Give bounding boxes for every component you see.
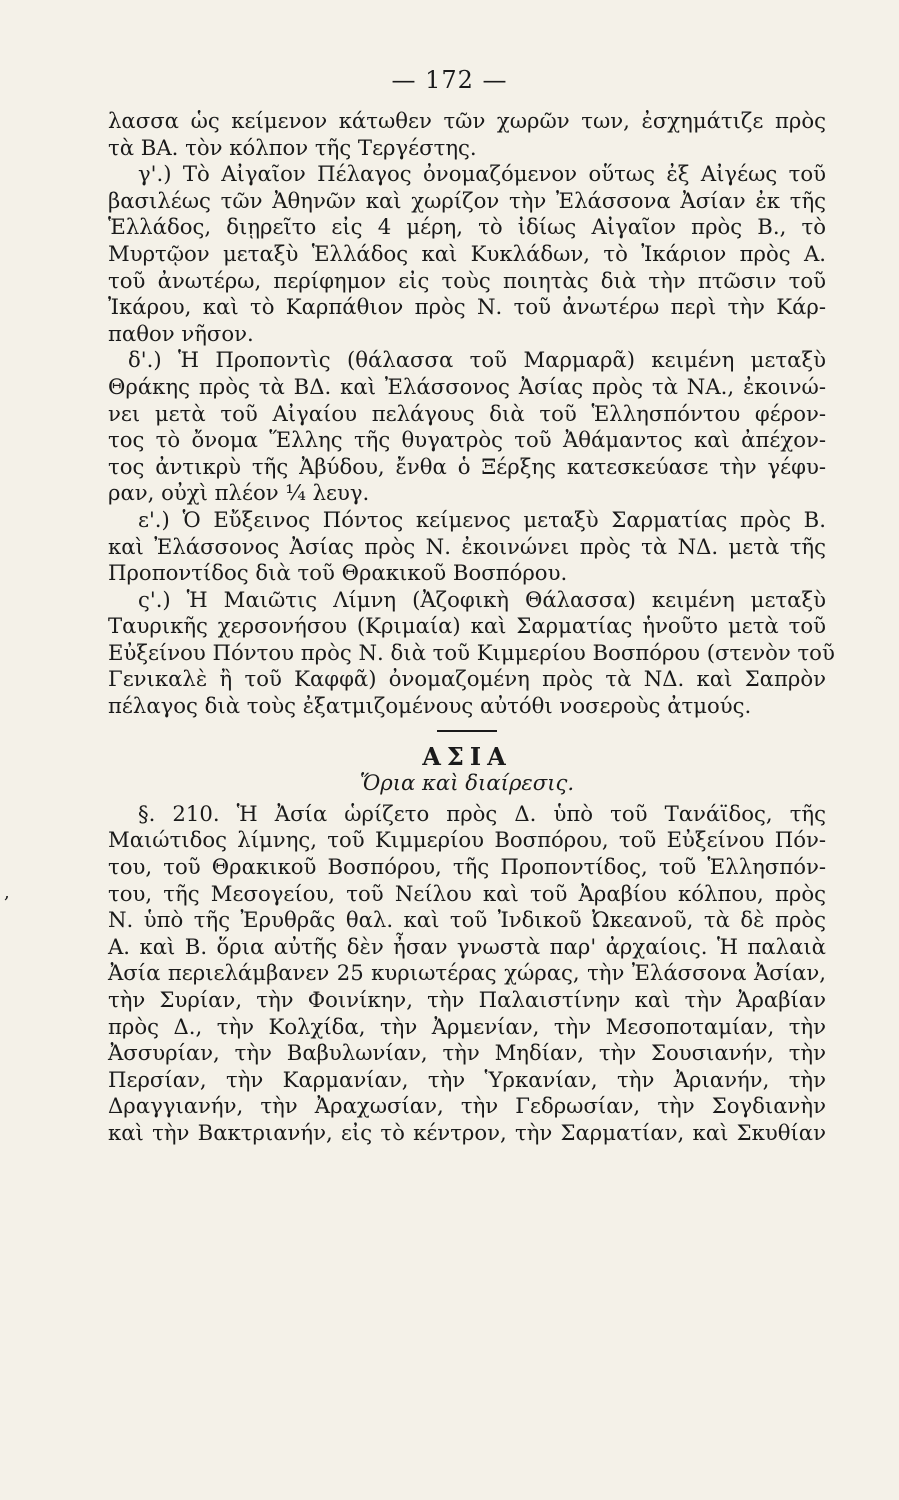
text-line: Δραγγιανήν, τὴν Ἀραχωσίαν, τὴν Γεδρωσίαν, τὴν Σογδιανὴν — [108, 1093, 826, 1119]
margin-mark: , — [4, 882, 10, 903]
text-line: δ'.) Ἡ Προποντὶς (θάλασσα τοῦ Μαρμαρᾶ) κειμένη μεταξὺ — [128, 347, 826, 373]
text-line: παθον νῆσον. — [108, 320, 254, 346]
text-line: Περσίαν, τὴν Καρμανίαν, τὴν Ὑρκανίαν, τὴν Ἀριανήν, τὴν — [108, 1066, 826, 1092]
page-number: — 172 — — [391, 66, 508, 94]
text-line: τὴν Συρίαν, τὴν Φοινίκην, τὴν Παλαιστίνην καὶ τὴν Ἀραβίαν — [108, 987, 826, 1012]
text-line: Ἰκάρου, καὶ τὸ Καρπάθιον πρὸς Ν. τοῦ ἀνωτέρω περὶ τὴν Κάρ- — [108, 294, 826, 320]
text-line: βασιλέως τῶν Ἀθηνῶν καὶ χωρίζον τὴν Ἐλάσσονα Ἀσίαν ἐκ τῆς — [108, 187, 826, 213]
text-line: νει μετὰ τοῦ Αἰγαίου πελάγους διὰ τοῦ Ἑλλησπόντου φέρον- — [108, 400, 826, 426]
text-line: καὶ τὴν Βακτριανήν, εἰς τὸ κέντρον, τὴν Σαρματίαν, καὶ Σκυθίαν — [108, 1119, 826, 1145]
text-line: του, τῆς Μεσογείου, τοῦ Νείλου καὶ τοῦ Ἀραβίου κόλπου, πρὸς — [108, 880, 826, 906]
text-line: Προποντίδος διὰ τοῦ Θρακικοῦ Βοσπόρου. — [108, 560, 568, 586]
text-line: γ'.) Τὸ Αἰγαῖον Πέλαγος ὀνομαζόμενον οὕτως ἐξ Αἰγέως τοῦ — [138, 161, 826, 187]
text-line: τος ἀντικρὺ τῆς Ἀβύδου, ἔνθα ὁ Ξέρξης κατεσκεύασε τὴν γέφυ- — [108, 453, 826, 479]
text-line: Ν. ὑπὸ τῆς Ἐρυθρᾶς θαλ. καὶ τοῦ Ἰνδικοῦ Ὠκεανοῦ, τὰ δὲ πρὸς — [108, 907, 826, 933]
text-line: Ἀσσυρίαν, τὴν Βαβυλωνίαν, τὴν Μηδίαν, τὴν Σουσιανήν, τὴν — [108, 1040, 826, 1066]
text-line: πέλαγος διὰ τοὺς ἐξατμιζομένους αὐτόθι νοσεροὺς ἀτμούς. — [108, 693, 752, 719]
section-divider — [437, 730, 497, 732]
text-line: Ἀσία περιελάμβανεν 25 κυριωτέρας χώρας, τὴν Ἐλάσσονα Ἀσίαν, — [108, 960, 826, 986]
text-line: τοῦ ἀνωτέρω, περίφημον εἰς τοὺς ποιητὰς διὰ τὴν πτῶσιν τοῦ — [108, 267, 826, 293]
text-line: λασσα ὡς κείμενον κάτωθεν τῶν χωρῶν των, ἐσχημάτιζε πρὸς — [108, 108, 826, 133]
text-line: πρὸς Δ., τὴν Κολχίδα, τὴν Ἀρμενίαν, τὴν Μεσοποταμίαν, τὴν — [108, 1013, 826, 1039]
text-line: Γενικαλὲ ἢ τοῦ Καφφᾶ) ὀνομαζομένη πρὸς τὰ ΝΔ. καὶ Σαπρὸν — [108, 666, 826, 692]
text-line: ραν, οὐχὶ πλέον ¼ λευγ. — [108, 480, 370, 506]
text-line: Ἑλλάδος, διῃρεῖτο εἰς 4 μέρη, τὸ ἰδίως Αἰγαῖον πρὸς Β., τὸ — [108, 214, 826, 240]
text-line: Μυρτῷον μεταξὺ Ἑλλάδος καὶ Κυκλάδων, τὸ Ἰκάριον πρὸς Α. — [108, 240, 826, 266]
text-line: Θράκης πρὸς τὰ ΒΔ. καὶ Ἐλάσσονος Ἀσίας πρὸς τὰ ΝΑ., ἐκοινώ- — [108, 373, 826, 399]
text-line: §. 210. Ἡ Ἀσία ὡρίζετο πρὸς Δ. ὑπὸ τοῦ Τανάϊδος, τῆς — [138, 800, 826, 826]
text-line: του, τοῦ Θρακικοῦ Βοσπόρου, τῆς Προποντίδος, τοῦ Ἑλλησπόν- — [108, 854, 826, 880]
text-line: ε'.) Ὁ Εὔξεινος Πόντος κείμενος μεταξὺ Σαρματίας πρὸς Β. — [138, 506, 826, 532]
section-subtitle: Ὅρια καὶ διαίρεσις. — [359, 770, 575, 796]
text-line: καὶ Ἐλάσσονος Ἀσίας πρὸς Ν. ἐκοινώνει πρὸς τὰ ΝΔ. μετὰ τῆς — [108, 533, 826, 559]
text-line: Α. καὶ Β. ὅρια αὐτῆς δὲν ἦσαν γνωστὰ παρ' ἀρχαίοις. Ἡ παλαιὰ — [108, 933, 826, 959]
text-line: Μαιώτιδος λίμνης, τοῦ Κιμμερίου Βοσπόρου, τοῦ Εὐξείνου Πόν- — [108, 827, 826, 853]
text-line: ς'.) Ἡ Μαιῶτις Λίμνη (Ἀζοφικὴ Θάλασσα) κειμένη μεταξὺ — [138, 586, 826, 612]
section-title: ΑΣΙΑ — [422, 741, 512, 771]
text-line: τος τὸ ὄνομα Ἕλλης τῆς θυγατρὸς τοῦ Ἀθάμαντος καὶ ἀπέχον- — [108, 427, 826, 453]
text-line: Εὐξείνου Πόντου πρὸς Ν. διὰ τοῦ Κιμμερίου Βοσπόρου (στενὸν τοῦ — [108, 639, 835, 665]
text-line: Ταυρικῆς χερσονήσου (Κριμαία) καὶ Σαρματίας ἡνοῦτο μετὰ τοῦ — [108, 613, 826, 639]
text-line: τὰ ΒΑ. τὸν κόλπον τῆς Τεργέστης. — [108, 134, 477, 160]
page-body — [108, 108, 835, 1147]
